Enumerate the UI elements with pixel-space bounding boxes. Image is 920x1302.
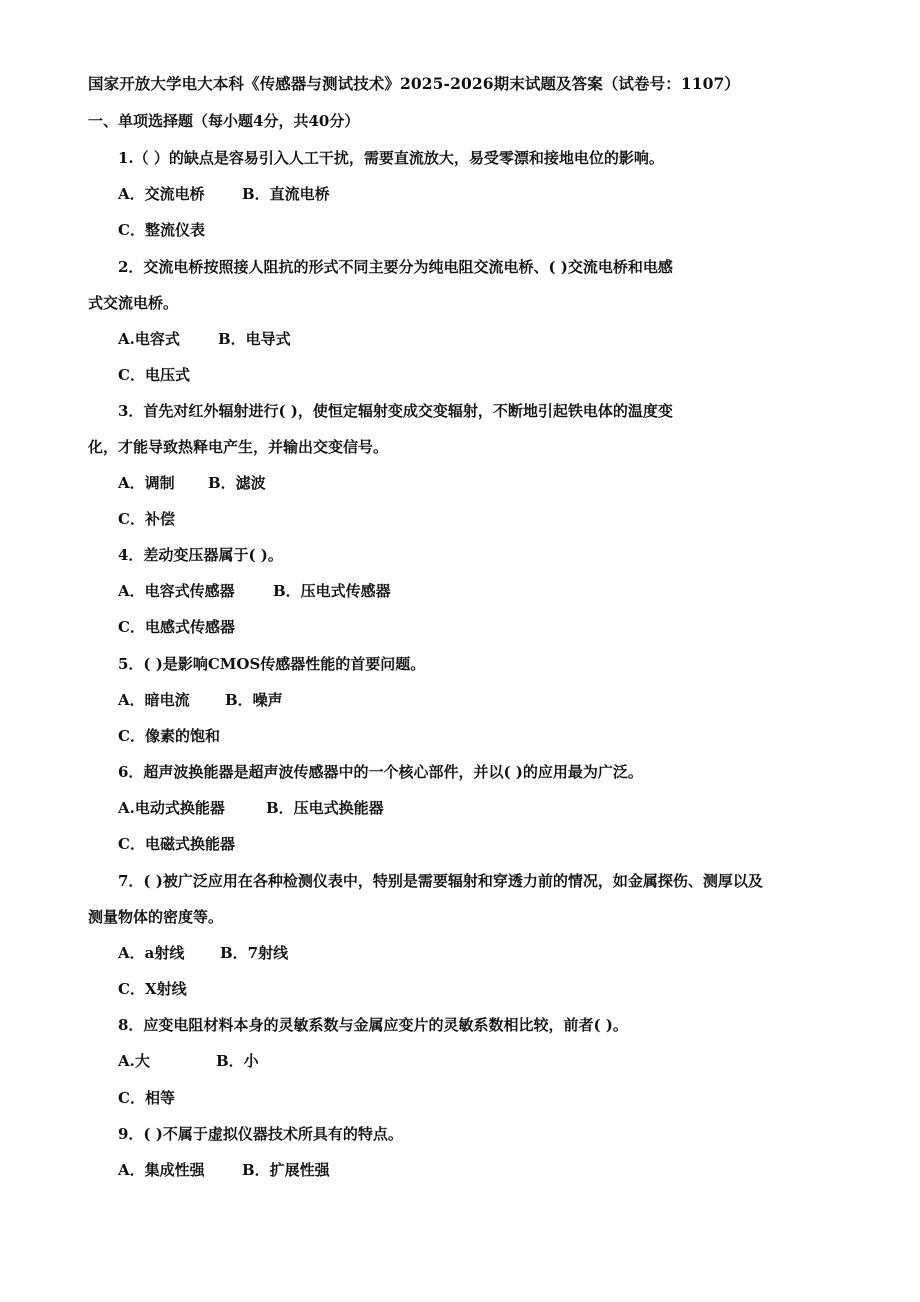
question-6-stem: 6．超声波换能器是超声波传感器中的一个核心部件，并以( )的应用最为广泛。 <box>118 763 643 781</box>
question-2-stem: 2．交流电桥按照接人阻抗的形式不同主要分为纯电阻交流电桥、( )交流电桥和电感 <box>118 258 673 276</box>
question-6-options-ab <box>118 797 384 818</box>
option-a: A．暗电流 <box>118 691 190 709</box>
question-8-options-ab <box>118 1050 259 1071</box>
option-b: B．7射线 <box>220 944 289 962</box>
question-2-options-ab <box>118 328 291 349</box>
option-b: B．小 <box>216 1052 259 1070</box>
question-1-stem: 1.（ ）的缺点是容易引入人工干扰，需要直流放大，易受零漂和接地电位的影响。 <box>118 149 664 167</box>
option-c: C．电磁式换能器 <box>118 835 235 853</box>
option-a: A.大 <box>118 1052 150 1070</box>
option-b: B．噪声 <box>225 691 283 709</box>
option-a: A．电容式传感器 <box>118 582 235 600</box>
question-7-stem-cont: 测量物体的密度等。 <box>88 908 224 926</box>
question-3-stem: 3．首先对红外辐射进行( )，使恒定辐射变成交变辐射，不断地引起铁电体的温度变 <box>118 402 673 420</box>
question-3-stem-cont: 化，才能导致热释电产生，并输出交变信号。 <box>88 438 389 456</box>
option-a: A．集成性强 <box>118 1161 205 1179</box>
option-a: A．交流电桥 <box>118 185 205 203</box>
option-a: A.电容式 <box>118 330 180 348</box>
option-b: B．压电式换能器 <box>266 799 384 817</box>
question-9-stem: 9．( )不属于虚拟仪器技术所具有的特点。 <box>118 1125 403 1143</box>
question-8-stem: 8．应变电阻材料本身的灵敏系数与金属应变片的灵敏系数相比较，前者( )。 <box>118 1016 628 1034</box>
question-1-options-ab <box>118 183 330 204</box>
option-b: B．扩展性强 <box>242 1161 330 1179</box>
option-c: C．电感式传感器 <box>118 618 235 636</box>
question-2-stem-cont: 式交流电桥。 <box>88 294 179 312</box>
question-5-stem: 5．( )是影响CMOS传感器性能的首要问题。 <box>118 655 426 673</box>
page-title: 国家开放大学电大本科《传感器与测试技术》2025-2026期末试题及答案（试卷号：1107） <box>88 74 740 93</box>
option-c: C．相等 <box>118 1089 175 1107</box>
option-a: A．a射线 <box>118 944 185 962</box>
option-b: B．电导式 <box>218 330 291 348</box>
option-c: C．像素的饱和 <box>118 727 220 745</box>
question-4-stem: 4．差动变压器属于( )。 <box>118 546 283 564</box>
option-c: C．补偿 <box>118 510 175 528</box>
question-4-options-ab <box>118 580 391 601</box>
option-c: C．X射线 <box>118 980 187 998</box>
option-c: C．整流仪表 <box>118 221 205 239</box>
question-3-options-ab <box>118 472 266 493</box>
option-b: B．直流电桥 <box>242 185 330 203</box>
question-7-options-ab <box>118 942 289 963</box>
option-b: B．滤波 <box>208 474 266 492</box>
option-a: A.电动式换能器 <box>118 799 225 817</box>
question-7-stem: 7．( )被广泛应用在各种检测仪表中，特别是需要辐射和穿透力前的情况，如金属探伤、测厚以及 <box>118 872 763 890</box>
section-heading: 一、单项选择题（每小题4分，共40分） <box>88 112 360 130</box>
question-9-options-ab <box>118 1159 330 1180</box>
option-a: A．调制 <box>118 474 175 492</box>
question-5-options-ab <box>118 689 283 710</box>
option-b: B．压电式传感器 <box>273 582 391 600</box>
option-c: C．电压式 <box>118 366 190 384</box>
